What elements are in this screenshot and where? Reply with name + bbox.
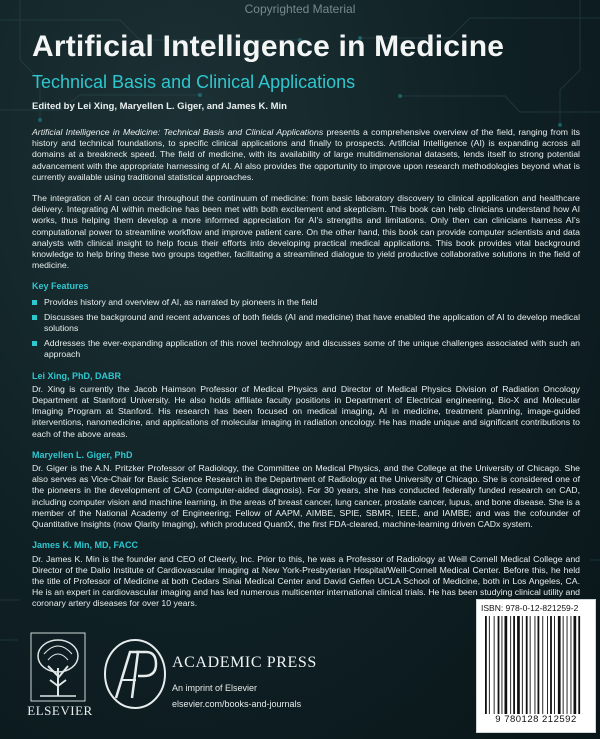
isbn-barcode-box	[476, 599, 596, 733]
copyright-watermark: Copyrighted Material	[244, 2, 356, 16]
bio-name-min: James K. Min, MD, FACC	[32, 540, 139, 551]
editors-line: Edited by Lei Xing, Maryellen L. Giger, and James K. Min	[32, 101, 287, 112]
bio-name-giger: Maryellen L. Giger, PhD	[32, 449, 133, 460]
academic-press-wordmark: ACADEMIC PRESS	[172, 654, 317, 671]
bio-text-giger: Dr. Giger is the A.N. Pritzker Professor of Radiology, the Committee on Medical Physics, and the College at the University of Chicago. She also serves as Vice-Chair for Basic Science Research in the Department of Radiology at the University of Chicago. She is considered one of the pioneers in the development of CAD (computer-aided diagnosis). For 30 years, she has conducted federally funded research on CAD, including computer vision and machine learning, in the areas of breast cancer, lung cancer, prostate cancer, lupus, and bone disease. She is a member of the National Academy of Engineering; Fellow of AAPM, AIMBE, SPIE, SBMR, IEEE, and IAMBE; and was the cofounder of Quantitative Insights (now Qlarity Imaging), which produced QuantX, the first FDA-cleared, machine-learning driven CADx system.	[32, 463, 580, 530]
bio-text-xing: Dr. Xing is currently the Jacob Haimson Professor of Medical Physics and Director of Medical Physics Division of Radiation Oncology Department at Stanford University. He also holds affiliate faculty positions in Department of Electrical engineering, Bio-X and Molecular Imaging Program at Stanford. His research has been focused on medical imaging, AI in medicine, treatment planning, image-guided interventions, nanomedicine, and applications of molecular imaging in radiation oncology. He has made unique and significant contributions to each of the above areas.	[32, 383, 580, 439]
intro-lead-italic: Artificial Intelligence in Medicine: Technical Basis and Clinical Applications	[32, 127, 324, 137]
barcode	[483, 616, 589, 714]
key-feature-text: Addresses the ever-expanding application of this novel technology and discusses some of the unique challenges associated with such an approach	[44, 338, 580, 360]
description-body	[32, 127, 580, 617]
book-title: Artificial Intelligence in Medicine	[32, 30, 505, 63]
isbn-digits: 9 780128 212592	[495, 714, 577, 725]
bullet-square-icon	[32, 315, 37, 320]
elsevier-wordmark: ELSEVIER	[27, 703, 93, 718]
academic-press-logo	[102, 638, 168, 714]
book-subtitle: Technical Basis and Clinical Applications	[32, 72, 356, 92]
imprint-line: An imprint of Elsevier	[172, 683, 258, 693]
key-feature-item	[32, 297, 580, 308]
bullet-square-icon	[32, 341, 37, 346]
bio-name-xing: Lei Xing, PhD, DABR	[32, 370, 122, 381]
key-feature-text: Provides history and overview of AI, as narrated by pioneers in the field	[44, 296, 318, 307]
key-feature-item	[32, 338, 580, 360]
publisher-url: elsevier.com/books-and-journals	[172, 699, 302, 709]
intro-paragraph-1-text: presents a comprehensive overview of the field, ranging from its history and technical foundations, to specific clinical applications and finally to prospects. Artificial Intelligence (AI) is expanding across all domains at a breakneck speed. The field of medicine, with its availability of large multidimensional datasets, lends itself to strong potential advancement with the appropriate harnessing of AI. AI also provides the opportunity to improve upon research methodologies beyond what is currently available using traditional statistical approaches.	[32, 127, 580, 182]
bio-text-min: Dr. James K. Min is the founder and CEO of Cleerly, Inc. Prior to this, he was a Professor of Radiology at Weill Cornell Medical College and Director of the Dalio Institute of Cardiovascular Imaging at New York-Presbyterian Hospital/Weill-Cornell Medical Center. Before this, he held the title of Professor of Medicine at both Cedars Sinai Medical Center and David Geffen UCLA School of Medicine, both in Los Angeles, CA. He is an expert in cardiovascular imaging and has led numerous multicenter international clinical trials. He has been studying clinical utility and coronary artery diseases for over 10 years.	[32, 553, 580, 609]
isbn-label: ISBN: 978-0-12-821259-2	[481, 603, 579, 613]
key-feature-item	[32, 312, 580, 334]
key-features-heading: Key Features	[32, 281, 89, 292]
key-feature-text: Discusses the background and recent advances of both fields (AI and medicine) that have enabled the application of AI to develop medical solutions	[44, 311, 580, 334]
intro-paragraph-2: The integration of AI can occur throughout the continuum of medicine: from basic laboratory discovery to clinical application and healthcare delivery. Integrating AI within medicine has been met with both excitement and skepticism. This book can help clinicians understand how AI works, thus helping them develop a more informed appreciation for AI's strengths and limitations. Only then can clinicians harness AI's computational power to streamline workflow and improve patient care. On the other hand, this book can provide computer scientists and data analysts with clinical insight to help focus their efforts into developing practical medical applications. This book provides vital background knowledge to help bring these two groups together, facilitating a streamlined dialogue to yield productive collaborative solutions in the field of medicine.	[32, 193, 580, 271]
intro-paragraph-1	[32, 127, 580, 183]
bullet-square-icon	[32, 300, 37, 305]
key-features-list	[32, 297, 580, 361]
elsevier-tree-logo	[30, 632, 86, 702]
